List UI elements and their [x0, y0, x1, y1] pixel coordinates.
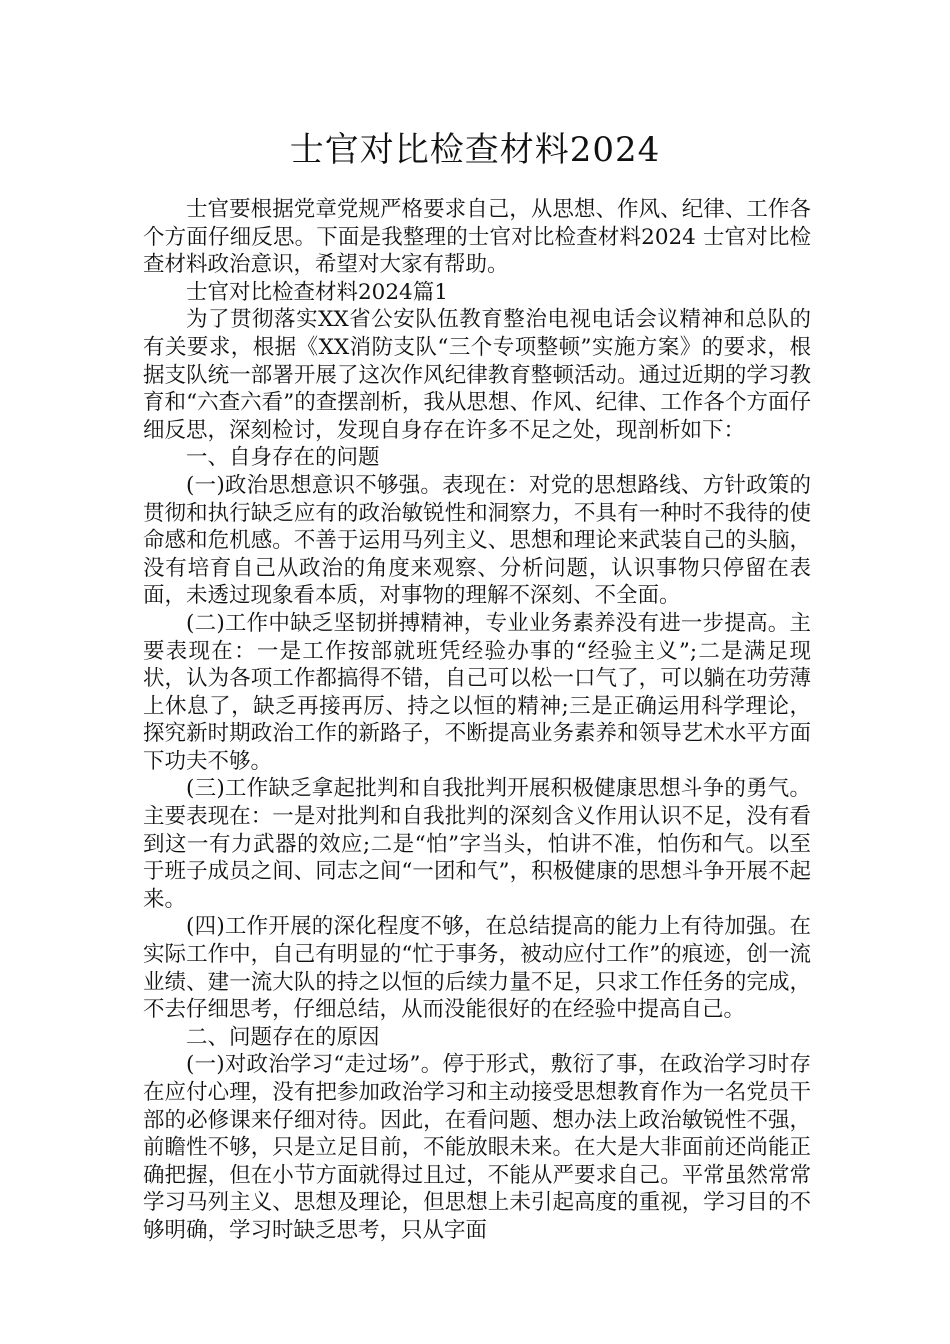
body-paragraph: (二)工作中缺乏坚韧拼搏精神，专业业务素养没有进一步提高。主要表现在：一是工作按部就班凭经验办事的“经验主义”;二是满足现状，认为各项工作都搞得不错，自己可以松一口气了，可以躺在功劳薄上休息了，缺乏再接再厉、持之以恒的精神;三是正确运用科学理论，探究新时期政治工作的新路子，不断提高业务素养和领导艺术水平方面下功夫不够。 — [143, 610, 811, 774]
document-body — [143, 196, 811, 1245]
body-paragraph: (三)工作缺乏拿起批判和自我批判开展积极健康思想斗争的勇气。主要表现在：一是对批判和自我批判的深刻含义作用认识不足，没有看到这一有力武器的效应;二是“怕”字当头，怕讲不准，怕伤和气。以至于班子成员之间、同志之间“一团和气”，积极健康的思想斗争开展不起来。 — [143, 776, 811, 912]
section-heading: 二、问题存在的原因 — [186, 1024, 380, 1050]
body-paragraph: (一)政治思想意识不够强。表现在：对党的思想路线、方针政策的贯彻和执行缺乏应有的政治敏锐性和洞察力，不具有一种时不我待的使命感和危机感。不善于运用马列主义、思想和理论来武装自己的头脑，没有培育自己从政治的角度来观察、分析问题，认识事物只停留在表面，未透过现象看本质，对事物的理解不深刻、不全面。 — [143, 472, 811, 609]
body-paragraph: (一)对政治学习“走过场”。停于形式，敷衍了事，在政治学习时存在应付心理，没有把参加政治学习和主动接受思想教育作为一名党员干部的必修课来仔细对待。因此，在看问题、想办法上政治敏锐性不强，前瞻性不够，只是立足目前，不能放眼未来。在大是大非面前还尚能正确把握，但在小节方面就得过且过，不能从严要求自己。平常虽然常常学习马列主义、思想及理论，但思想上未引起高度的重视，学习目的不够明确，学习时缺乏思考，只从字面 — [143, 1052, 811, 1243]
body-paragraph: (四)工作开展的深化程度不够，在总结提高的能力上有待加强。在实际工作中，自己有明显的“忙于事务，被动应付工作”的痕迹，创一流业绩、建一流大队的持之以恒的后续力量不足，只求工作任务的完成，不去仔细思考，仔细总结，从而没能很好的在经验中提高自己。 — [143, 914, 811, 1023]
body-paragraph: 为了贯彻落实XX省公安队伍教育整治电视电话会议精神和总队的有关要求，根据《XX消防支队“三个专项整顿”实施方案》的要求，根据支队统一部署开展了这次作风纪律教育整顿活动。通过近期的学习教育和“六查六看”的查摆剖析，我从思想、作风、纪律、工作各个方面仔细反思，深刻检讨，发现自身存在许多不足之处，现剖析如下： — [143, 307, 811, 443]
intro-paragraph: 士官要根据党章党规严格要求自己，从思想、作风、纪律、工作各个方面仔细反思。下面是我整理的士官对比检查材料2024 士官对比检查材料政治意识，希望对大家有帮助。 — [143, 197, 811, 278]
section-heading: 一、自身存在的问题 — [186, 445, 380, 471]
section-heading: 士官对比检查材料2024篇1 — [186, 279, 448, 305]
document-title: 士官对比检查材料2024 — [289, 130, 661, 170]
